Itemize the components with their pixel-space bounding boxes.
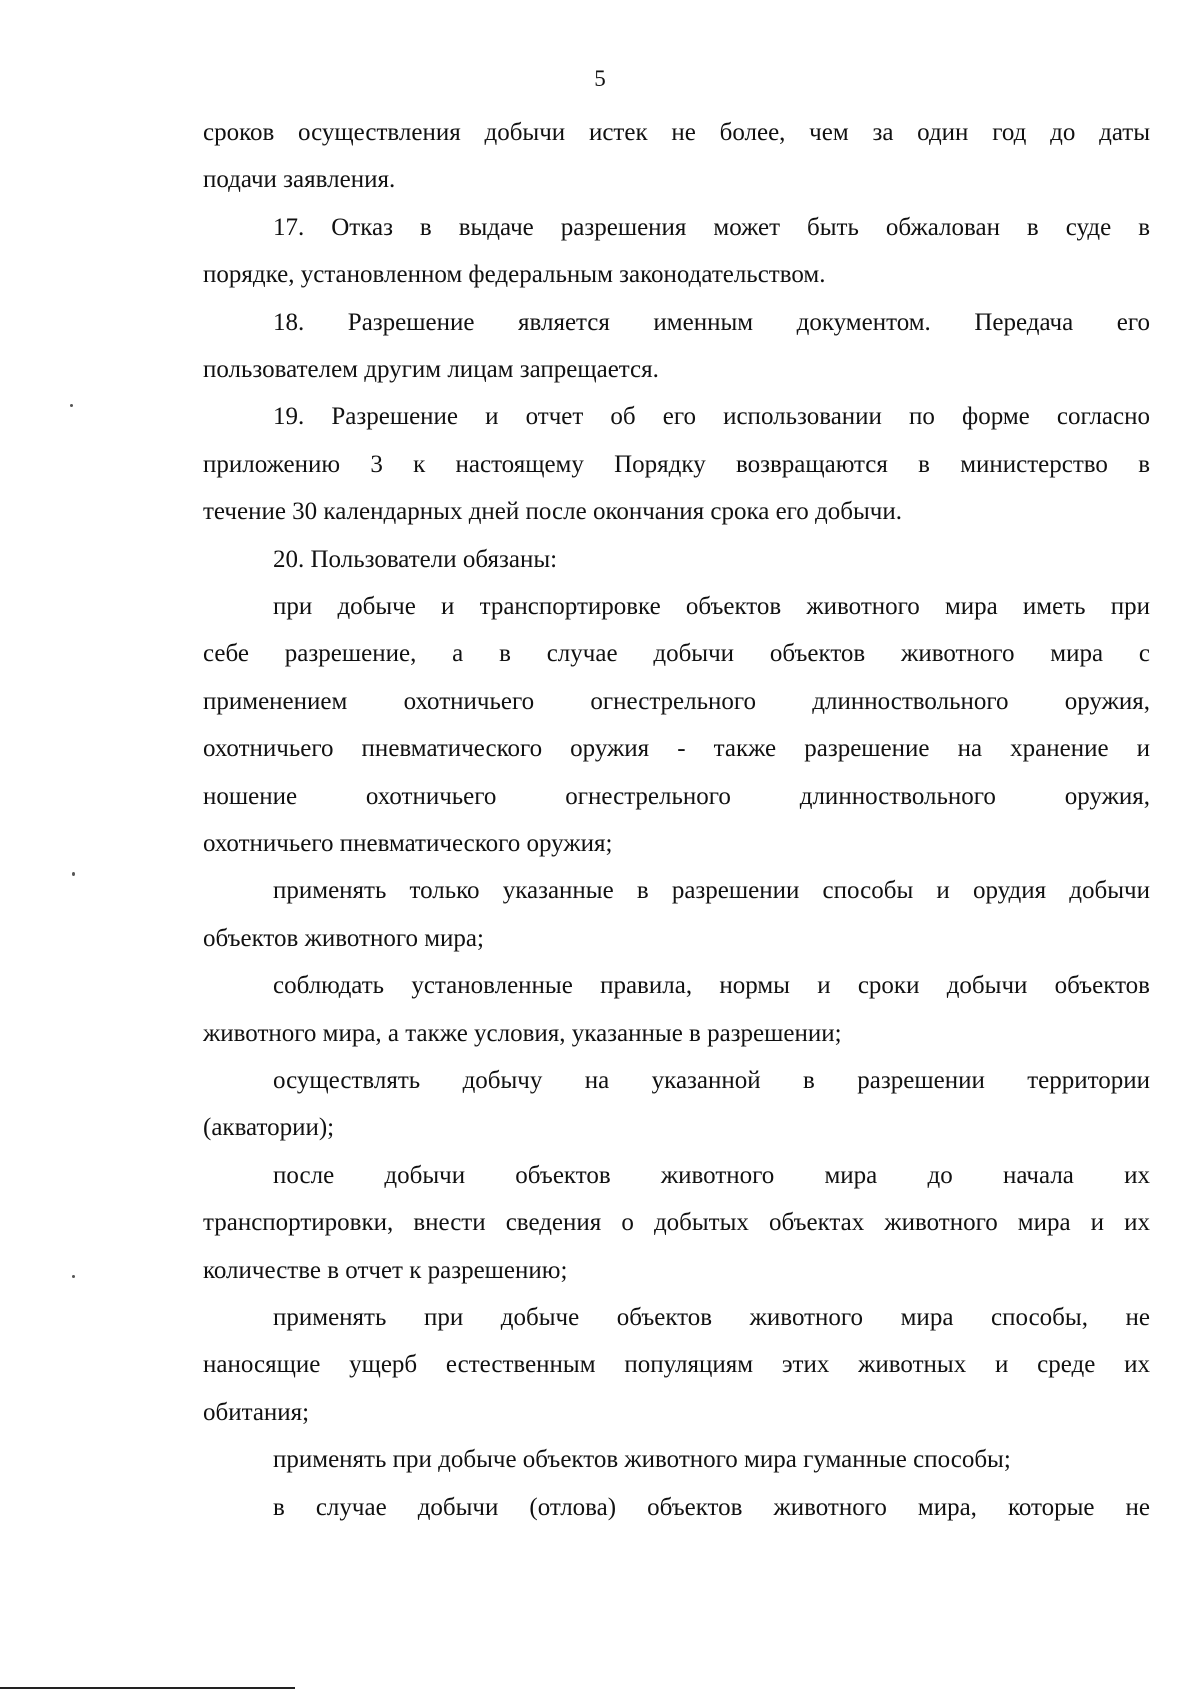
- text-line: после добычи объектов животного мира до начала их: [273, 1162, 1150, 1189]
- text-line: животного мира, а также условия, указанные в разрешении;: [203, 1020, 842, 1047]
- text-line: себе разрешение, а в случае добычи объектов животного мира с: [203, 640, 1150, 667]
- text-line: 19. Разрешение и отчет об его использовании по форме согласно: [273, 403, 1150, 430]
- text-line: в случае добычи (отлова) объектов животного мира, которые не: [273, 1494, 1150, 1521]
- text-line: (акватории);: [203, 1114, 335, 1141]
- text-line: наносящие ущерб естественным популяциям этих животных и среде их: [203, 1351, 1150, 1378]
- text-line: 20. Пользователи обязаны:: [273, 546, 558, 573]
- text-line: охотничьего пневматического оружия;: [203, 830, 613, 857]
- text-line: количестве в отчет к разрешению;: [203, 1257, 568, 1284]
- text-line: обитания;: [203, 1399, 310, 1426]
- scan-speck: [70, 404, 73, 407]
- text-line: применять только указанные в разрешении способы и орудия добычи: [273, 877, 1150, 904]
- text-line: охотничьего пневматического оружия - также разрешение на хранение и: [203, 735, 1150, 762]
- page-number: 5: [594, 66, 606, 91]
- text-line: объектов животного мира;: [203, 925, 484, 952]
- text-line: сроков осуществления добычи истек не более, чем за один год до даты: [203, 119, 1150, 146]
- text-line: 18. Разрешение является именным документом. Передача его: [273, 309, 1150, 336]
- scan-speck: [72, 872, 75, 876]
- text-line: течение 30 календарных дней после окончания срока его добычи.: [203, 498, 902, 525]
- text-line: при добыче и транспортировке объектов животного мира иметь при: [273, 593, 1150, 620]
- text-line: соблюдать установленные правила, нормы и сроки добычи объектов: [273, 972, 1150, 999]
- text-line: применением охотничьего огнестрельного длинноствольного оружия,: [203, 688, 1150, 715]
- scan-speck: [72, 1275, 75, 1278]
- text-line: порядке, установленном федеральным законодательством.: [203, 261, 826, 288]
- text-line: применять при добыче объектов животного мира способы, не: [273, 1304, 1150, 1331]
- text-line: применять при добыче объектов животного мира гуманные способы;: [273, 1446, 1011, 1473]
- text-line: пользователем другим лицам запрещается.: [203, 356, 659, 383]
- text-line: приложению 3 к настоящему Порядку возвращаются в министерство в: [203, 451, 1150, 478]
- text-line: осуществлять добычу на указанной в разрешении территории: [273, 1067, 1150, 1094]
- text-line: транспортировки, внести сведения о добытых объектах животного мира и их: [203, 1209, 1150, 1236]
- text-line: подачи заявления.: [203, 166, 396, 193]
- bottom-rule: [0, 1687, 295, 1689]
- text-line: ношение охотничьего огнестрельного длинноствольного оружия,: [203, 783, 1150, 810]
- text-line: 17. Отказ в выдаче разрешения может быть обжалован в суде в: [273, 214, 1150, 241]
